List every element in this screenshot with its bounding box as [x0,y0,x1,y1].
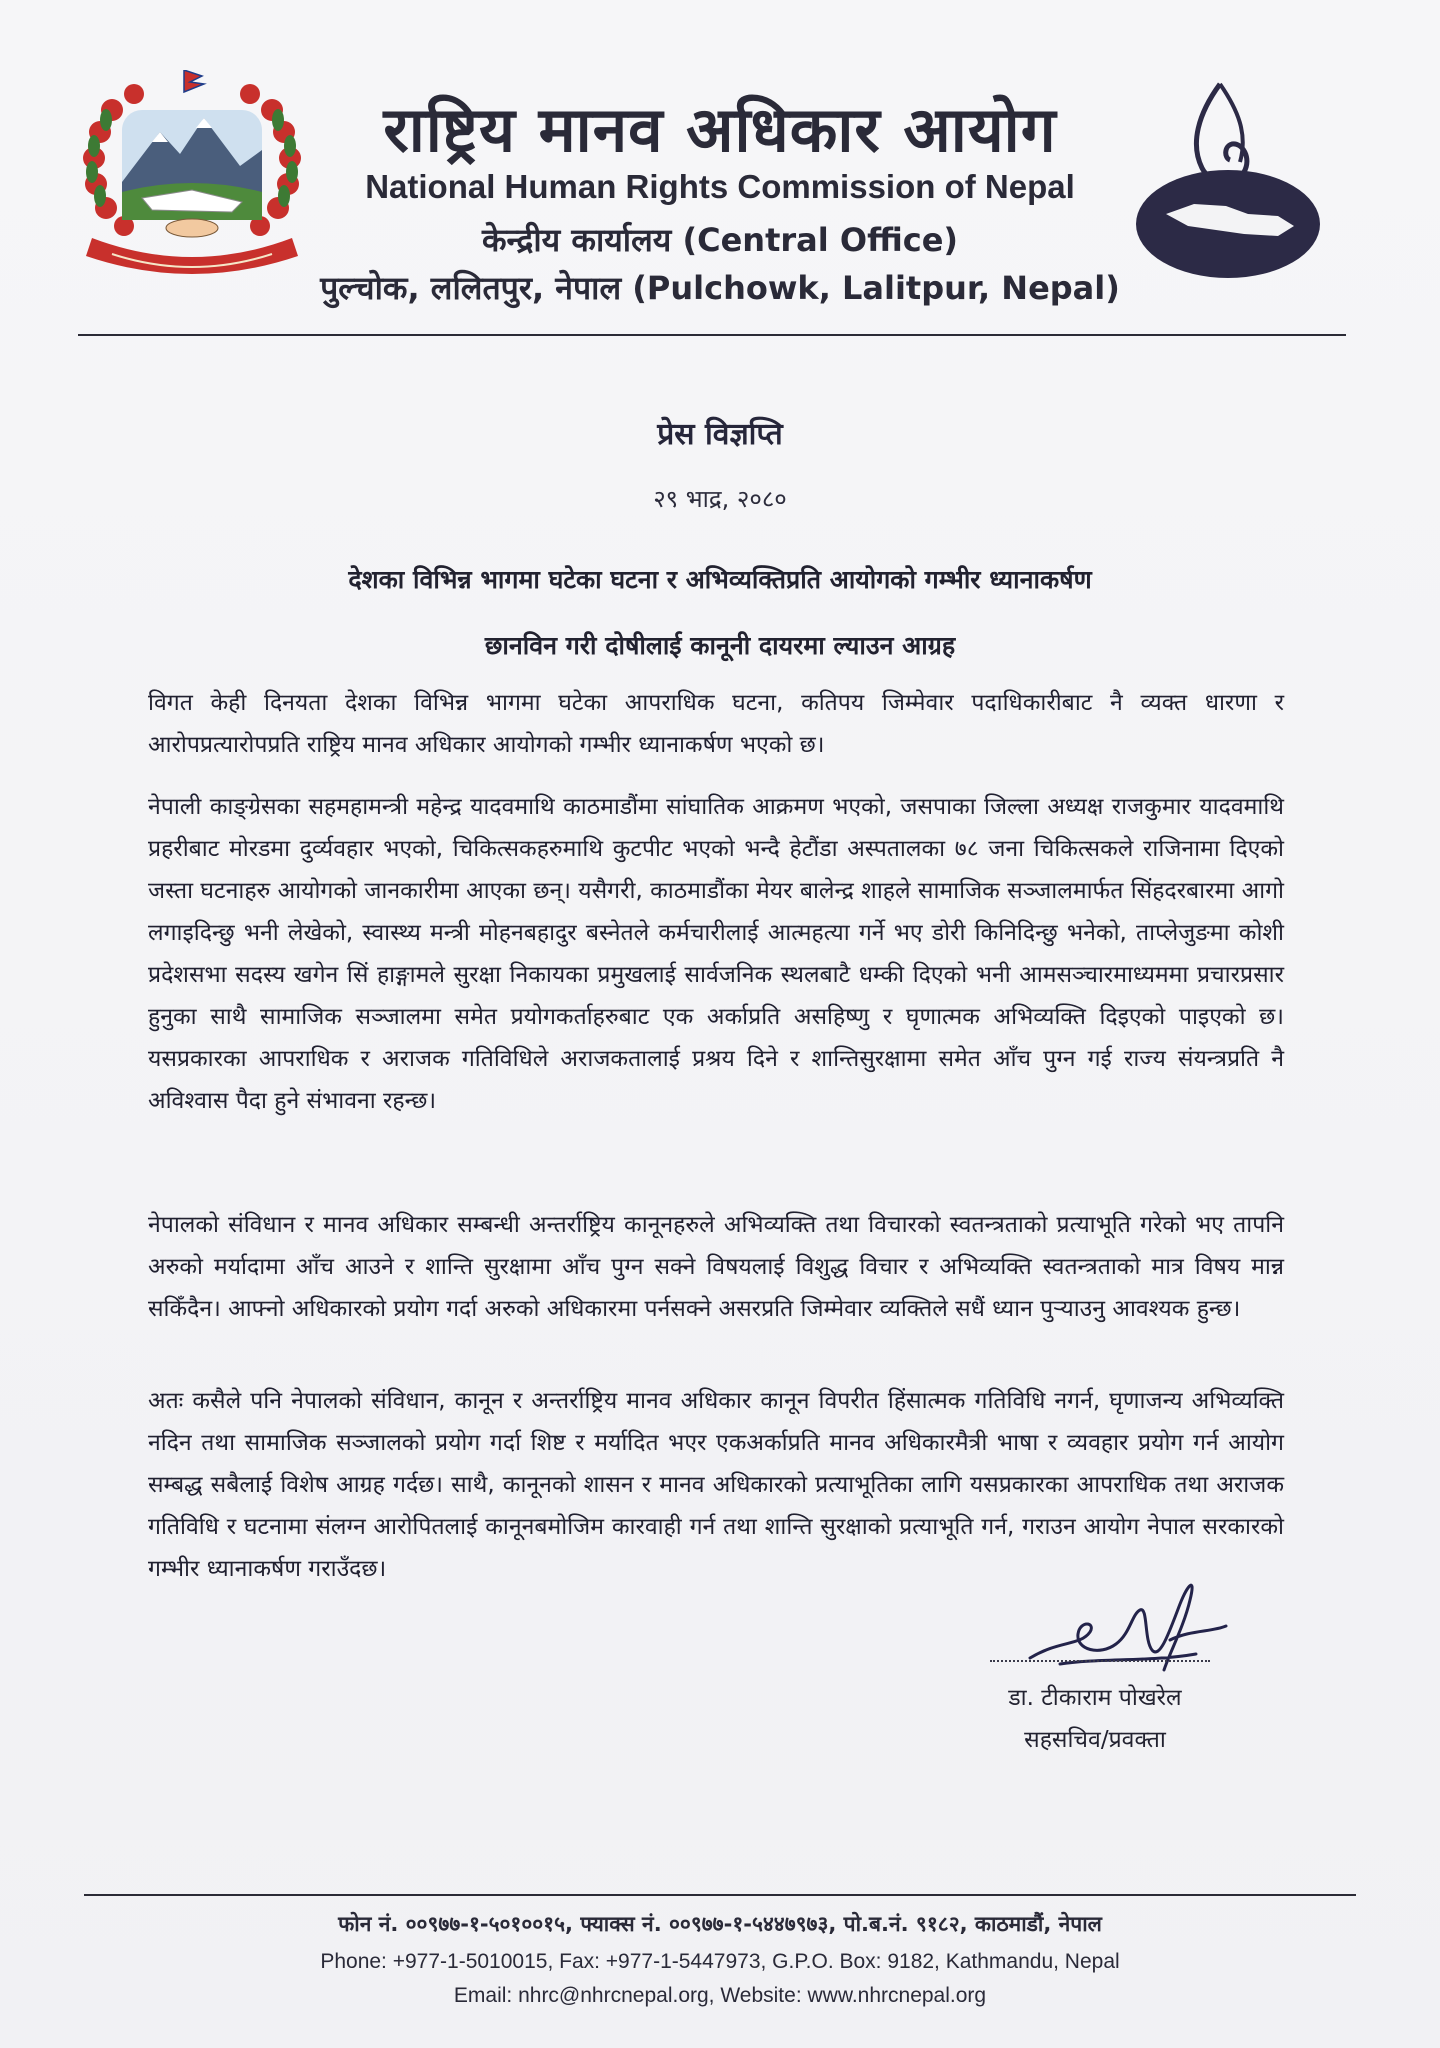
signature-line [990,1650,1210,1662]
paragraph-4: अतः कसैले पनि नेपालको संविधान, कानून र अन्तर्राष्ट्रिय मानव अधिकार कानून विपरीत हिंसात्मक गतिविधि नगर्न, घृणाजन्य अभिव्यक्ति नदिन तथा सामाजिक सञ्जालको प्रयोग गर्दा शिष्ट र मर्यादित भएर एकअर्काप्रति मानव अधिकारमैत्री भाषा र व्यवहार प्रयोग गर्न आयोग सम्बद्ध सबैलाई विशेष आग्रह गर्दछ। साथै, कानूनको शासन र मानव अधिकारको प्रत्याभूतिका लागि यसप्रकारका आपराधिक तथा अराजक गतिविधि र घटनामा संलग्न आरोपितलाई कानूनबमोजिम कारवाही गर्न तथा शान्ति सुरक्षाको प्रत्याभूति गर्न, गराउन आयोग नेपाल सरकारको गम्भीर ध्यानाकर्षण गराउँदछ। [148,1388,1284,1582]
headline-secondary: छानविन गरी दोषीलाई कानूनी दायरमा ल्याउन आग्रह [484,631,956,660]
footer-contact-english: Phone: +977-1-5010015, Fax: +977-1-5447973, G.P.O. Box: 9182, Kathmandu, Nepal [320,1950,1120,1973]
footer-divider [84,1894,1356,1896]
nepal-government-emblem-icon [72,70,312,280]
headline-primary: देशका विभिन्न भागमा घटेका घटना र अभिव्यक्तिप्रति आयोगको गम्भीर ध्यानाकर्षण [348,565,1092,594]
handwritten-signature [1020,1570,1240,1690]
org-name-nepali: राष्ट्रिय मानव अधिकार आयोग [383,93,1057,166]
nhrc-flame-map-logo-icon [1128,64,1328,284]
org-name-english: National Human Rights Commission of Nepal [365,168,1075,205]
paragraph-2: नेपाली काङ्ग्रेसका सहमहामन्त्री महेन्द्र यादवमाथि काठमाडौंमा सांघातिक आक्रमण भएको, जसपाका जिल्ला अध्यक्ष राजकुमार यादवमाथि प्रहरीबाट मोरडमा दुर्व्यवहार भएको, चिकित्सकहरुमाथि कुटपीट भएको भन्दै हेटौंडा अस्पतालका ७८ जना चिकित्सकले राजिनामा दिएको जस्ता घटनाहरु आयोगको जानकारीमा आएका छन्। यसैगरी, काठमाडौंका मेयर बालेन्द्र शाहले सामाजिक सञ्जालमार्फत सिंहदरबारमा आगो लगाइदिन्छु भनी लेखेको, स्वास्थ्य मन्त्री मोहनबहादुर बस्नेतले कर्मचारीलाई आत्महत्या गर्ने भए डोरी किनिदिन्छु भनेको, ताप्लेजुङमा कोशी प्रदेशसभा सदस्य खगेन सिं हाङ्गामले सुरक्षा निकायका प्रमुखलाई सार्वजनिक स्थलबाटै धम्की दिएको भनी आमसञ्चारमाध्यममा प्रचारप्रसार हुनुका साथै सामाजिक सञ्जालमा समेत प्रयोगकर्ताहरुबाट एक अर्काप्रति असहिष्णु र घृणात्मक अभिव्यक्ति दिइएको पाइएको छ। यसप्रकारका आपराधिक र अराजक गतिविधिले अराजकतालाई प्रश्रय दिने र शान्तिसुरक्षामा समेत आँच पुग्न गई राज्य संयन्त्रप्रति नै अविश्वास पैदा हुने संभावना रहन्छ। [148,794,1284,1114]
footer-contact-nepali: फोन नं. ००९७७-१-५०१००१५, फ्याक्स नं. ००९७७-१-५४४७९७३, पो.ब.नं. ९१८२, काठमाडौं, नेपाल [338,1912,1102,1936]
header-divider [78,334,1346,336]
office-label: केन्द्रीय कार्यालय (Central Office) [481,221,959,259]
signatory-title: सहसचिव/प्रवक्ता [1024,1727,1166,1753]
document-date: २९ भाद्र, २०८० [653,485,787,513]
office-address: पुल्चोक, ललितपुर, नेपाल (Pulchowk, Lalitpur, Nepal) [320,269,1120,307]
signatory-name: डा. टीकाराम पोखरेल [1008,1685,1182,1711]
paragraph-1: विगत केही दिनयता देशका विभिन्न भागमा घटेका आपराधिक घटना, कतिपय जिम्मेवार पदाधिकारीबाट नै व्यक्त धारणा र आरोपप्रत्यारोपप्रति राष्ट्रिय मानव अधिकार आयोगको गम्भीर ध्यानाकर्षण भएको छ। [148,690,1284,758]
document-title: प्रेस विज्ञप्ति [657,417,783,452]
paragraph-3: नेपालको संविधान र मानव अधिकार सम्बन्धी अन्तर्राष्ट्रिय कानूनहरुले अभिव्यक्ति तथा विचारको स्वतन्त्रताको प्रत्याभूति गरेको भए तापनि अरुको मर्यादामा आँच आउने र शान्ति सुरक्षामा आँच पुग्न सक्ने विषयलाई विशुद्ध विचार र अभिव्यक्ति स्वतन्त्रताको मात्र विषय मान्न सकिँदैन। आफ्नो अधिकारको प्रयोग गर्दा अरुको अधिकारमा पर्नसक्ने असरप्रति जिम्मेवार व्यक्तिले सधैं ध्यान पुर्‍याउनु आवश्यक हुन्छ। [148,1212,1284,1322]
footer-email-website: Email: nhrc@nhrcnepal.org, Website: www.nhrcnepal.org [453,1984,987,2007]
